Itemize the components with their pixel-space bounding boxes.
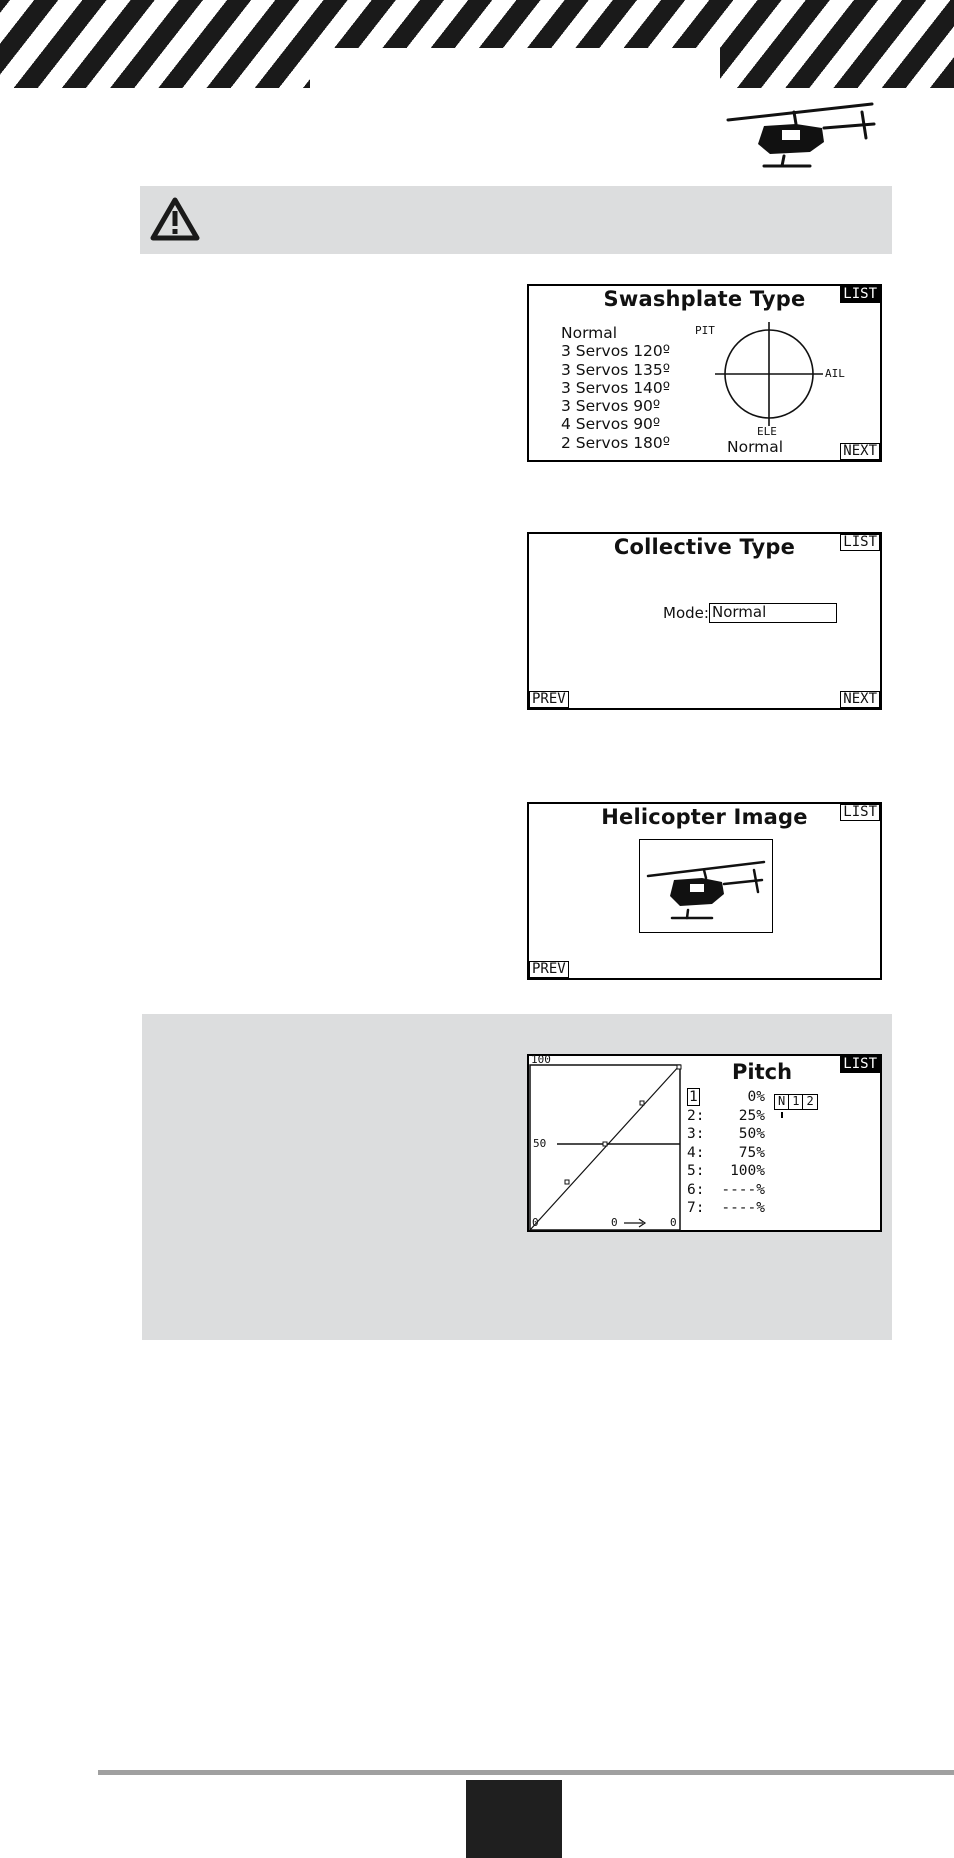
graph-label-mid: 50: [533, 1137, 547, 1150]
point-value: ----%: [721, 1181, 765, 1198]
pitch-curve-screen: [527, 1054, 882, 1232]
graph-label-input: 0: [611, 1216, 618, 1229]
swashplate-option[interactable]: 3 Servos 90º: [561, 397, 661, 416]
point-index: 1: [689, 1089, 698, 1105]
page-number-block: [466, 1780, 562, 1858]
point-value: ----%: [721, 1200, 765, 1216]
helicopter-icon: [642, 844, 770, 928]
mode-field[interactable]: Normal: [709, 603, 837, 623]
graph-label-output: 0: [670, 1216, 677, 1229]
pitch-point-row[interactable]: [687, 1125, 765, 1144]
list-button[interactable]: LIST: [840, 1056, 880, 1073]
pitch-point-row[interactable]: [687, 1181, 765, 1200]
prev-button[interactable]: PREV: [529, 691, 569, 708]
mode-label: Mode:: [663, 604, 709, 622]
screen-title: Swashplate Type: [603, 287, 806, 311]
point-index: 3:: [687, 1126, 705, 1142]
pitch-point-row[interactable]: [687, 1162, 765, 1181]
switch-position-n[interactable]: N: [775, 1095, 789, 1109]
swashplate-option[interactable]: Normal: [561, 324, 618, 342]
prev-button[interactable]: PREV: [529, 961, 569, 978]
next-button[interactable]: NEXT: [840, 443, 880, 460]
active-switch-indicator: [781, 1112, 783, 1118]
point-value: 50%: [738, 1126, 765, 1142]
collective-type-screen: [527, 532, 882, 710]
point-value: 100%: [730, 1163, 765, 1179]
graph-label-bottom-left: 0: [532, 1216, 539, 1229]
pitch-point-row[interactable]: [687, 1107, 765, 1126]
list-button[interactable]: LIST: [840, 804, 880, 821]
helicopter-icon: [724, 98, 878, 174]
switch-position-2[interactable]: 2: [806, 1094, 814, 1108]
selected-mode: Normal: [727, 438, 784, 456]
list-button[interactable]: LIST: [840, 286, 880, 303]
swashplate-options-list: [561, 324, 670, 452]
warning-box: [140, 186, 892, 254]
point-index: 7:: [687, 1200, 705, 1216]
next-button[interactable]: NEXT: [840, 691, 880, 708]
screen-title: Collective Type: [613, 535, 796, 559]
helicopter-image-frame[interactable]: [639, 839, 773, 933]
point-index: 4:: [687, 1144, 705, 1161]
point-index: 5:: [687, 1163, 705, 1179]
point-value: 0%: [747, 1089, 765, 1105]
ele-label: ELE: [757, 425, 777, 438]
swashplate-option[interactable]: 3 Servos 135º: [561, 360, 671, 379]
helicopter-image-screen: [527, 802, 882, 980]
list-button[interactable]: LIST: [840, 534, 880, 551]
pitch-point-row[interactable]: [687, 1199, 765, 1218]
screen-title: Pitch: [732, 1060, 793, 1084]
footer-rule: [98, 1770, 954, 1775]
header-stripe-gap: [310, 48, 720, 92]
point-index: 2:: [687, 1107, 705, 1124]
pit-label: PIT: [695, 324, 715, 337]
pitch-points-table: [687, 1088, 765, 1218]
switch-position-1[interactable]: 1: [789, 1095, 803, 1109]
swashplate-option[interactable]: 2 Servos 180º: [561, 433, 671, 452]
graph-label-top: 100: [531, 1053, 551, 1066]
flight-mode-switch-group: [774, 1094, 818, 1110]
swashplate-option[interactable]: 3 Servos 120º: [561, 342, 671, 361]
swashplate-option[interactable]: 4 Servos 90º: [561, 415, 661, 434]
point-index: 6:: [687, 1181, 705, 1198]
point-value: 75%: [738, 1144, 765, 1161]
swashplate-type-screen: [527, 284, 882, 462]
pitch-curve-graph: [529, 1056, 683, 1232]
ail-label: AIL: [825, 367, 845, 380]
swashplate-option[interactable]: 3 Servos 140º: [561, 378, 671, 397]
screen-title: Helicopter Image: [601, 805, 808, 829]
pitch-point-row[interactable]: [687, 1088, 765, 1107]
warning-triangle-icon: [150, 196, 200, 242]
point-value: 25%: [738, 1107, 765, 1124]
pitch-point-row[interactable]: [687, 1144, 765, 1163]
